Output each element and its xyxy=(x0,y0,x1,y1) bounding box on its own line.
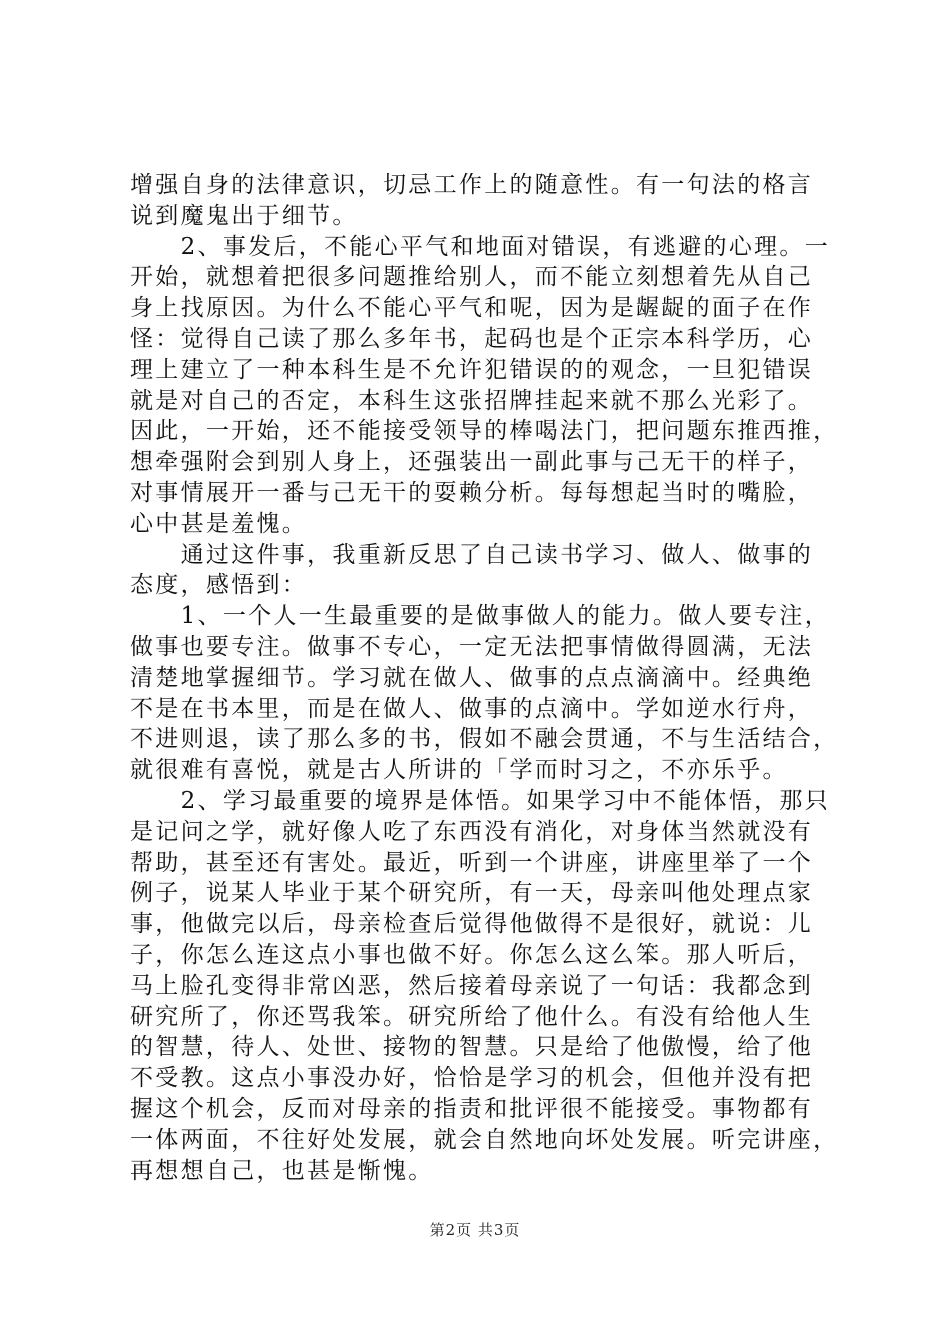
text-line: 怪：觉得自己读了那么多年书，起码也是个正宗本科学历，心 xyxy=(130,325,814,352)
text-line: 就很难有喜悦，就是古人所讲的「学而时习之，不亦乐乎。 xyxy=(130,757,788,784)
text-line: 不是在书本里，而是在做人、做事的点滴中。学如逆水行舟， xyxy=(130,695,814,722)
text-line: 例子，说某人毕业于某个研究所，有一天，母亲叫他处理点家 xyxy=(130,880,814,907)
text-line: 对事情展开一番与己无干的耍赖分析。每每想起当时的嘴脸， xyxy=(130,479,814,506)
text-line: 不受教。这点小事没办好，恰恰是学习的机会，但他并没有把 xyxy=(130,1065,814,1092)
text-line: 事，他做完以后，母亲检查后觉得他做得不是很好，就说：儿 xyxy=(130,911,814,938)
text-line: 研究所了，你还骂我笨。研究所给了他什么。有没有给他人生 xyxy=(130,1003,814,1030)
text-line: 想牵强附会到别人身上，还强装出一副此事与己无干的样子， xyxy=(130,449,814,476)
page-number-footer: 第2页 共3页 xyxy=(429,1221,521,1239)
text-line: 2、事发后，不能心平气和地面对错误，有逃避的心理。一 xyxy=(130,233,831,260)
text-line: 1、一个人一生最重要的是做事做人的能力。做人要专注， xyxy=(130,603,831,630)
text-line: 增强自身的法律意识，切忌工作上的随意性。有一句法的格言 xyxy=(130,172,814,198)
text-line: 2、学习最重要的境界是体悟。如果学习中不能体悟，那只 xyxy=(130,787,831,814)
text-line: 做事也要专注。做事不专心，一定无法把事情做得圆满，无法 xyxy=(130,633,814,660)
text-line: 说到魔鬼出于细节。 xyxy=(130,202,358,229)
text-line: 身上找原因。为什么不能心平气和呢，因为是龌龊的面子在作 xyxy=(130,295,814,322)
text-line: 的智慧，待人、处世、接物的智慧。只是给了他傲慢，给了他 xyxy=(130,1034,814,1061)
text-line: 态度，感悟到： xyxy=(130,572,308,599)
text-line: 不进则退，读了那么多的书，假如不融会贯通，不与生活结合， xyxy=(130,726,839,753)
text-line: 一体两面，不往好处发展，就会自然地向坏处发展。听完讲座， xyxy=(130,1126,839,1153)
text-line: 帮助，甚至还有害处。最近，听到一个讲座，讲座里举了一个 xyxy=(130,849,814,876)
text-line: 就是对自己的否定，本科生这张招牌挂起来就不那么光彩了。 xyxy=(130,387,814,414)
text-line: 理上建立了一种本科生是不允许犯错误的的观念，一旦犯错误 xyxy=(130,356,814,383)
text-line: 再想想自己，也甚是惭愧。 xyxy=(130,1157,434,1184)
text-line: 握这个机会，反而对母亲的指责和批评很不能接受。事物都有 xyxy=(130,1095,814,1122)
text-line: 马上脸孔变得非常凶恶，然后接着母亲说了一句话：我都念到 xyxy=(130,972,814,999)
text-line: 因此，一开始，还不能接受领导的棒喝法门，把问题东推西推， xyxy=(130,418,839,445)
text-line: 是记问之学，就好像人吃了东西没有消化，对身体当然就没有 xyxy=(130,818,814,845)
text-line: 通过这件事，我重新反思了自己读书学习、做人、做事的 xyxy=(130,541,814,568)
document-body xyxy=(130,170,839,1186)
text-line: 心中甚是羞愧。 xyxy=(130,510,308,537)
text-line: 子，你怎么连这点小事也做不好。你怎么这么笨。那人听后， xyxy=(130,941,814,968)
text-line: 清楚地掌握细节。学习就在做人、做事的点点滴滴中。经典绝 xyxy=(130,664,814,691)
text-line: 开始，就想着把很多问题推给别人，而不能立刻想着先从自己 xyxy=(130,264,814,291)
